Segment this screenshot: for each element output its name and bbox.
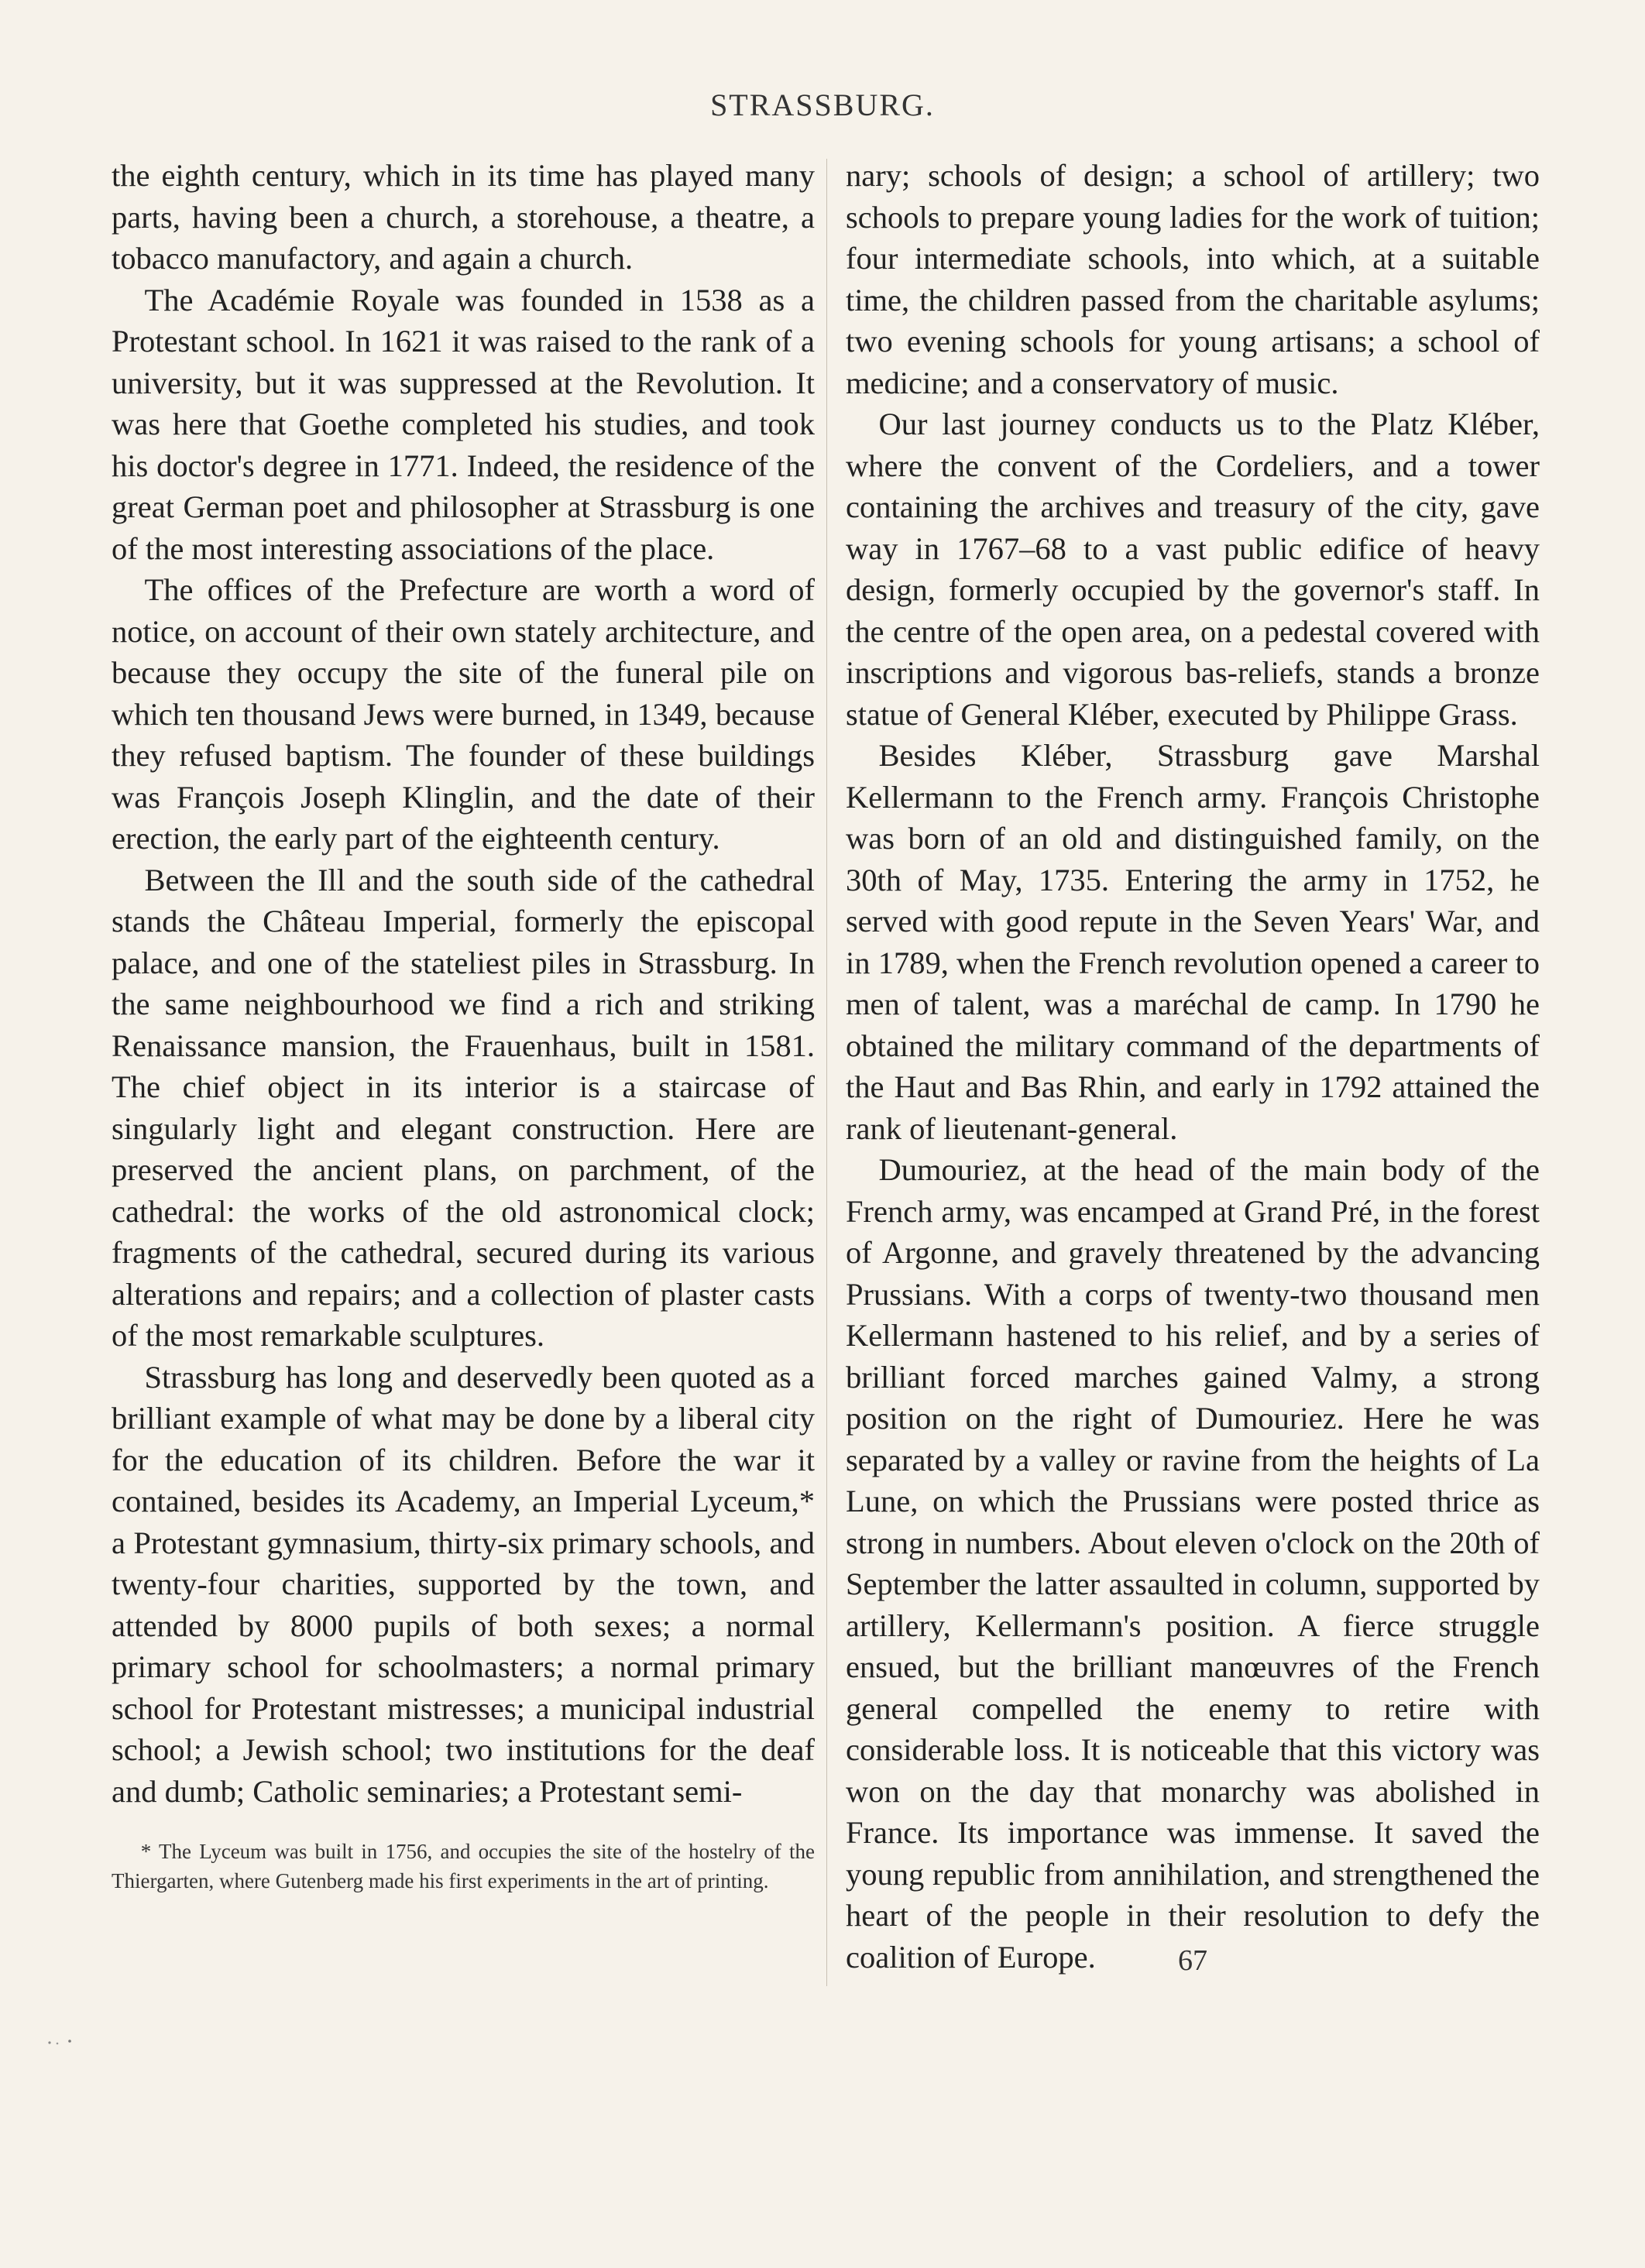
paragraph: the eighth century, which in its time has played many parts, having been a church, a storehouse, a theatre, a tobacco manufactory, and again a church.: [112, 158, 815, 276]
paragraph: The offices of the Prefecture are worth a word of notice, on account of their own stately architecture, and because they occupy the site of the funeral pile on which ten thousand Jews were burned, in 1349, because they refused baptism. The founder of these buildings was François Joseph Klinglin, and the date of their erection, the early part of the eighteenth century.: [112, 572, 815, 856]
footnote-separator: [112, 1812, 815, 1823]
column-divider: [826, 159, 827, 1986]
footnote: * The Lyceum was built in 1756, and occupies the site of the hostelry of the Thiergarten, where Gutenberg made his first experiments in the art of printing.: [112, 1840, 815, 1892]
left-column: [112, 155, 815, 1896]
paragraph: Our last journey conducts us to the Platz Kléber, where the convent of the Cordeliers, and a tower containing the archives and treasury of the city, gave way in 1767–68 to a vast public edifice of heavy design, formerly occupied by the governor's staff. In the centre of the open area, on a pedestal covered with inscriptions and vigorous bas-reliefs, stands a bronze statue of General Kléber, executed by Philippe Grass.: [846, 407, 1540, 732]
running-head: STRASSBURG.: [710, 87, 935, 122]
paragraph: Between the Ill and the south side of the cathedral stands the Château Imperial, formerly the episcopal palace, and one of the stateliest piles in Strassburg. In the same neighbourhood we find a rich and striking Renaissance mansion, the Frauenhaus, built in 1581. The chief object in its interior is a staircase of singularly light and elegant construction. Here are preserved the ancient plans, on parchment, of the cathedral: the works of the old astronomical clock; fragments of the cathedral, secured during its various alterations and repairs; and a collection of plaster casts of the most remarkable sculptures.: [112, 862, 815, 1353]
paragraph: The Académie Royale was founded in 1538 as a Protestant school. In 1621 it was raised to the rank of a university, but it was suppressed at the Revolution. It was here that Goethe completed his studies, and took his doctor's degree in 1771. Indeed, the residence of the great German poet and philosopher at Strassburg is one of the most interesting associations of the place.: [112, 282, 815, 566]
page-number: 67: [1178, 1944, 1207, 1977]
right-column: [846, 155, 1540, 1978]
paragraph: Besides Kléber, Strassburg gave Marshal Kellermann to the French army. François Christophe was born of an old and distinguished family, on the 30th of May, 1735. Entering the army in 1752, he served with good repute in the Seven Years' War, and in 1789, when the French revolution opened a career to men of talent, was a maréchal de camp. In 1790 he obtained the military command of the departments of the Haut and Bas Rhin, and early in 1792 attained the rank of lieutenant-general.: [846, 738, 1540, 1146]
paragraph: Dumouriez, at the head of the main body of the French army, was encamped at Grand Pré, in the forest of Argonne, and gravely threatened by the advancing Prussians. With a corps of twenty-two thousand men Kellermann hastened to his relief, and by a series of brilliant forced marches gained Valmy, a strong position on the right of Dumouriez. Here he was separated by a valley or ravine from the heights of La Lune, on which the Prussians were posted thrice as strong in numbers. About eleven o'clock on the 20th of September the latter assaulted in column, supported by artillery, Kellermann's position. A fierce struggle ensued, but the brilliant manœuvres of the French general compelled the enemy to retire with considerable loss. It is noticeable that this victory was won on the day that monarchy was abolished in France. Its importance was immense. It saved the young republic from annihilation, and strengthened the heart of the people in their resolution to defy the coalition of Europe.: [846, 1152, 1540, 1975]
paragraph: Strassburg has long and deservedly been quoted as a brilliant example of what may be done by a liberal city for the education of its children. Before the war it contained, besides its Academy, an Imperial Lyceum,* a Protestant gymnasium, thirty-six primary schools, and twenty-four charities, supported by the town, and attended by 8000 pupils of both sexes; a normal primary school for schoolmasters; a normal primary school for Protestant mistresses; a municipal industrial school; a Jewish school; two institutions for the deaf and dumb; Catholic seminaries; a Protestant semi-: [112, 1359, 815, 1809]
paragraph: nary; schools of design; a school of artillery; two schools to prepare young ladies for the work of tuition; four intermediate schools, into which, at a suitable time, the children passed from the charitable asylums; two evening schools for young artisans; a school of medicine; and a conservatory of music.: [846, 158, 1540, 400]
paper-speck-marks: [46, 2038, 77, 2047]
